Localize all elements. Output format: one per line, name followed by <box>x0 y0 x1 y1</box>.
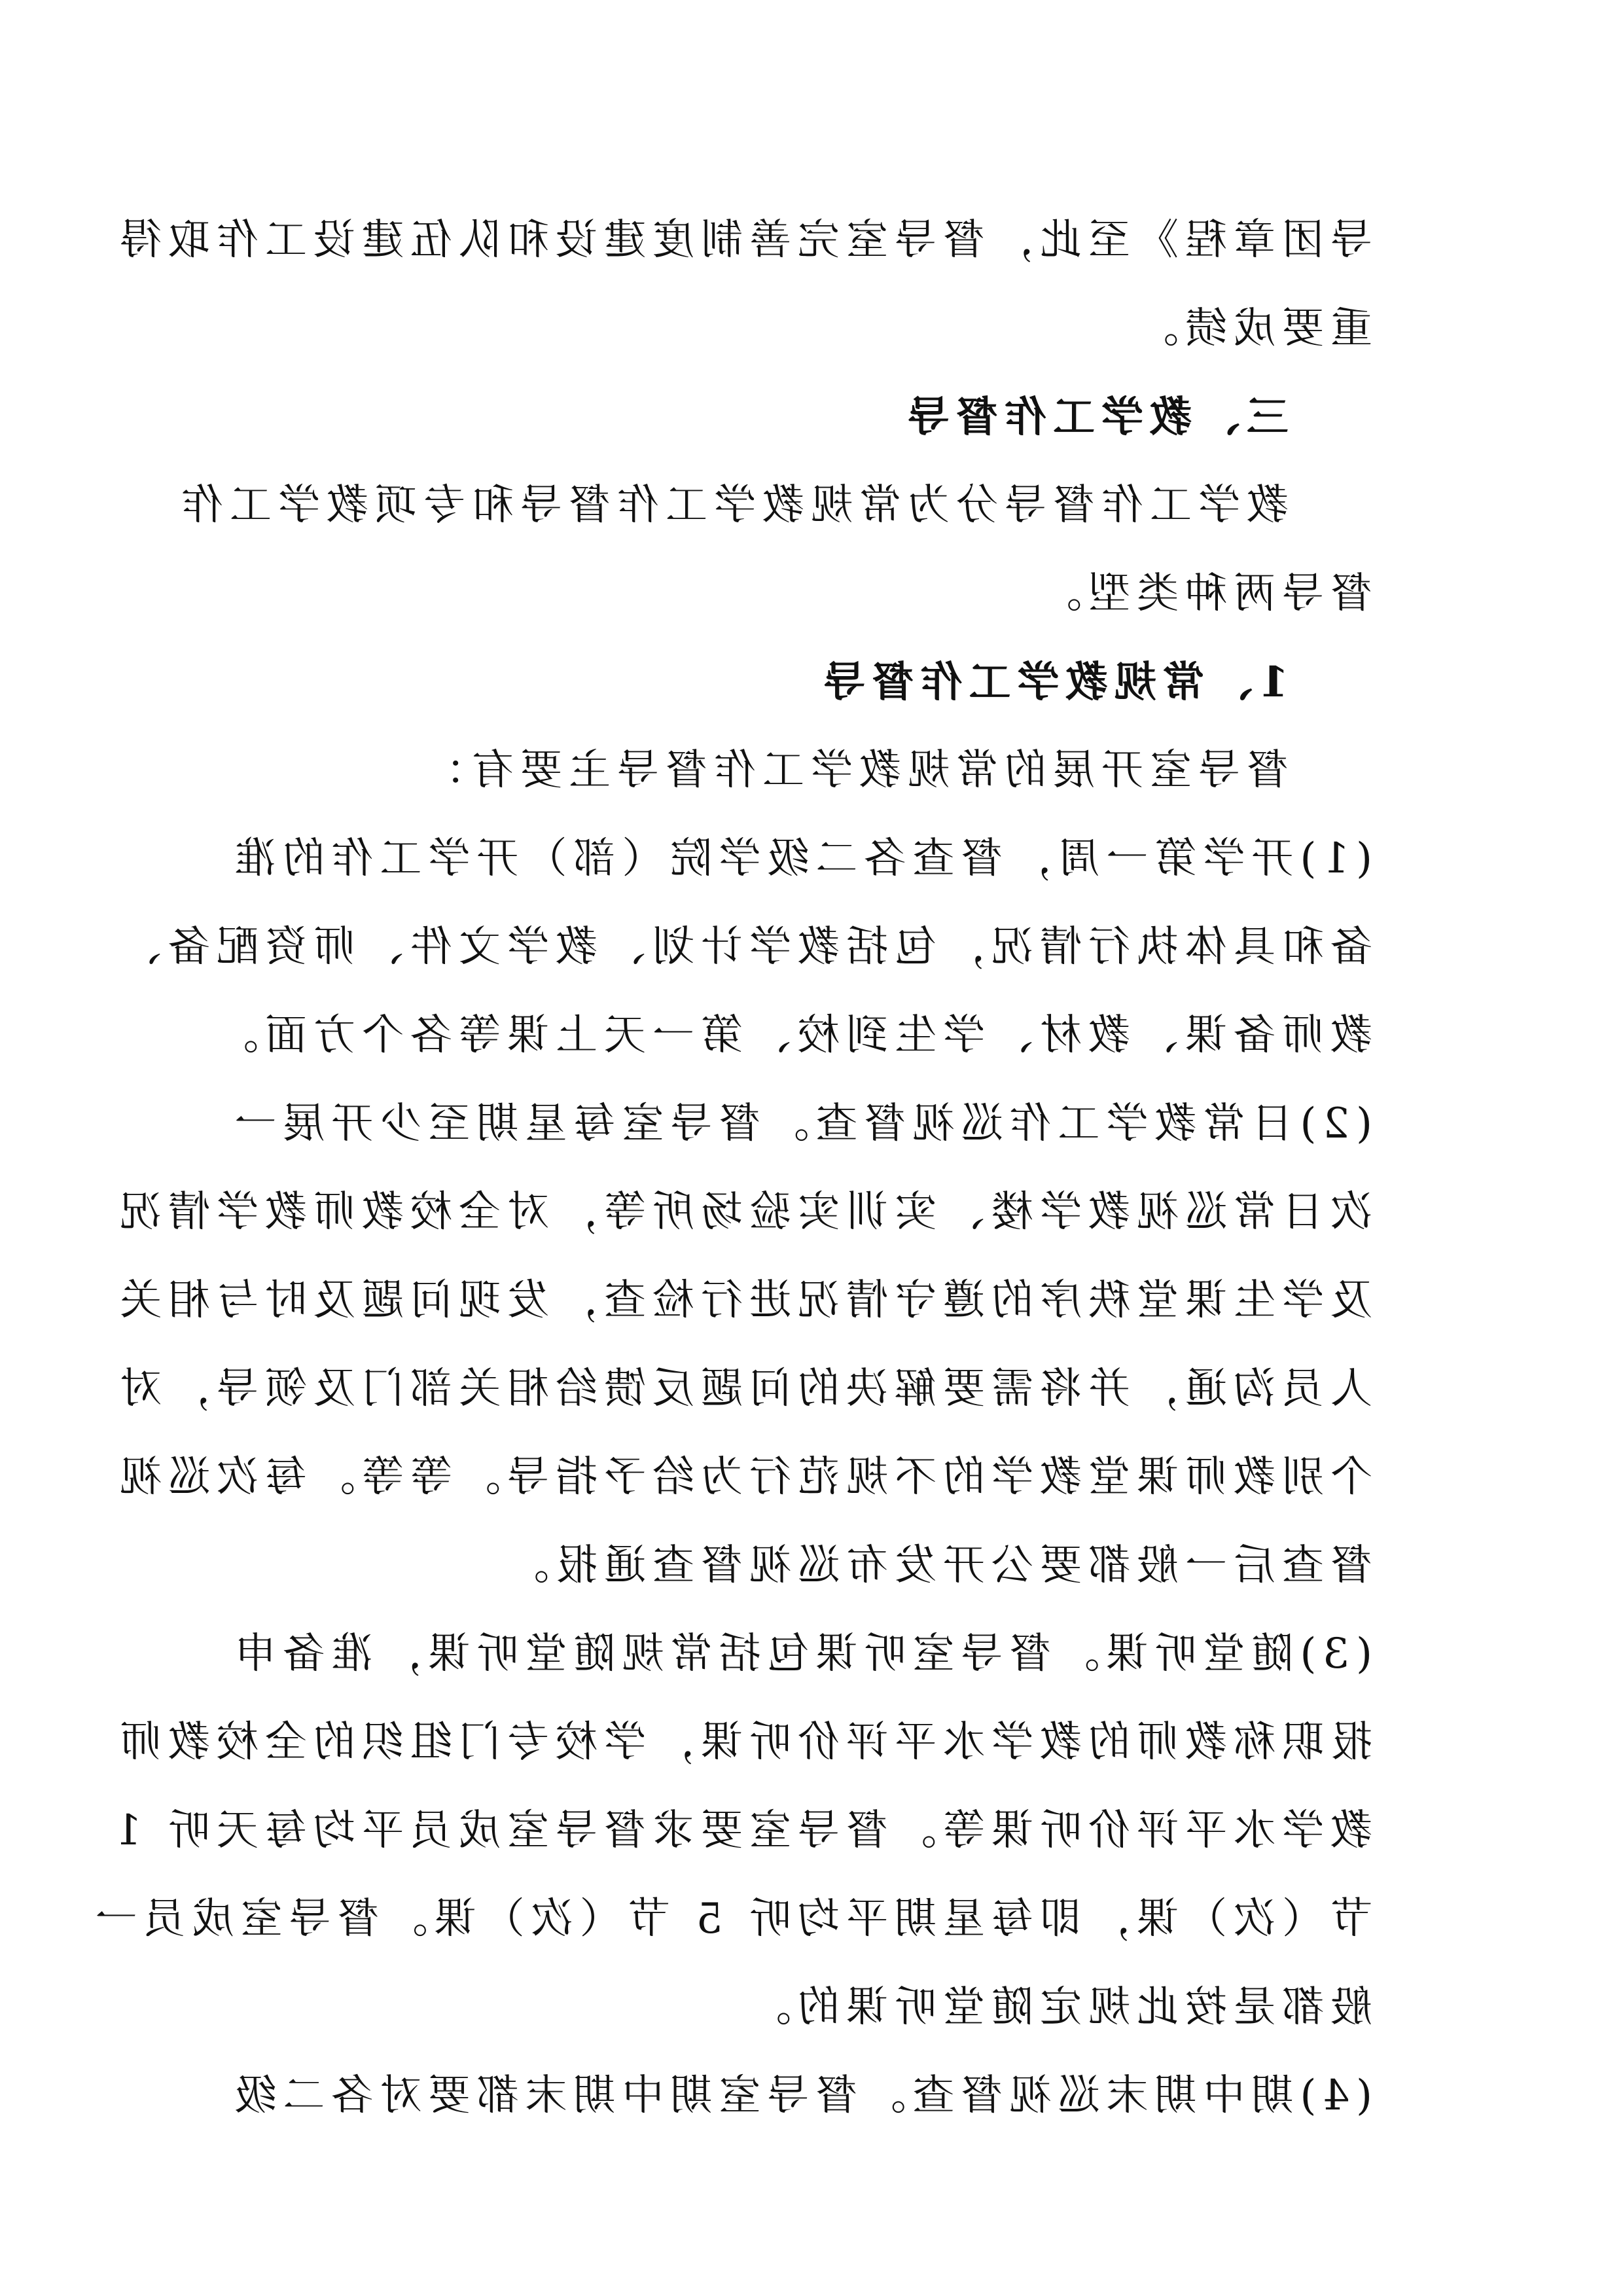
section-heading: 1、常规教学工作督导 <box>817 658 1289 707</box>
text-line: (2)日常教学工作巡视督查。督导室每星期至少开展一 <box>228 1100 1372 1148</box>
text-line: 备和具体执行情况，包括教学计划、教学文件、师资配备、 <box>113 923 1372 971</box>
text-line: 报职称教师的教学水平评价听课，学校专门组织的全校教师 <box>113 1718 1372 1767</box>
text-line: 督查后一般都要公开发布巡视督查通报。 <box>501 1541 1372 1590</box>
text-line: 个别教师课堂教学的不规范行为给予指导。等等。每次巡视 <box>113 1453 1372 1501</box>
text-line: 重要成绩。 <box>1130 304 1372 353</box>
document-body <box>88 196 1372 2140</box>
text-line: 导团章程》至此，督导室完善制度建设和队伍建设工作取得 <box>113 216 1372 264</box>
section-heading: 三、教学工作督导 <box>901 393 1289 442</box>
text-line: 次日常巡视教学楼、实训实验场所等，对全校教师教学情况 <box>113 1188 1372 1236</box>
text-line: 节（次）课，即每星期平均听 5 节（次）课。督导室成员一 <box>88 1895 1372 1943</box>
text-line: 教学工作督导分为常规教学工作督导和专项教学工作 <box>175 481 1289 529</box>
text-line: 督导室开展的常规教学工作督导主要有： <box>417 746 1289 795</box>
text-line: (1)开学第一周，督查各二级学院（部）开学工作的准 <box>228 834 1372 883</box>
text-line: 人员沟通，并将需要解决的问题反馈给相关部门及领导，对 <box>113 1365 1372 1413</box>
text-line: 教学水平评价听课等。督导室要求督导室成员平均每天听 1 <box>108 1806 1372 1855</box>
text-line: 般都是按此规定随堂听课的。 <box>743 1983 1372 2032</box>
text-line: 及学生课堂秩序的遵守情况进行检查，发现问题及时与相关 <box>113 1276 1372 1325</box>
text-line: (3)随堂听课。督导室听课包括常规随堂听课，准备申 <box>228 1630 1372 1678</box>
text-line: 教师备课、教材、学生到校、第一天上课等各个方面。 <box>210 1011 1372 1060</box>
text-line: (4)期中期末巡视督查。督导室期中期末都要对各二级 <box>228 2072 1372 2120</box>
text-line: 督导两种类型。 <box>1033 569 1372 618</box>
